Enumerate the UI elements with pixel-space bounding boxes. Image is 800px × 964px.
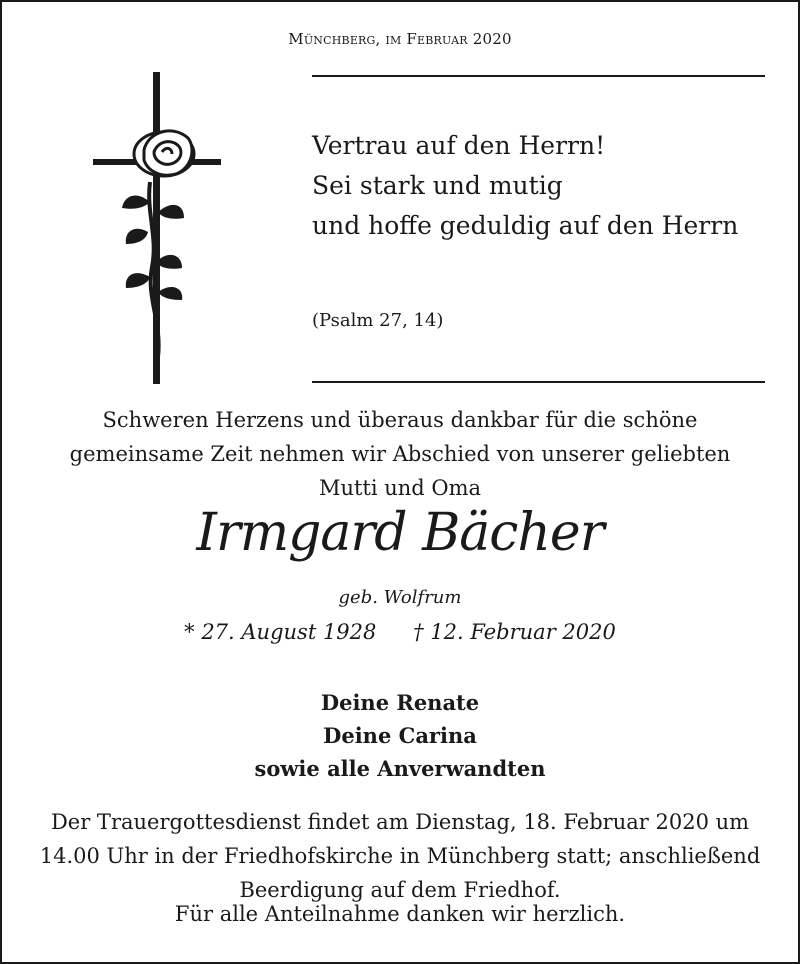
mourner: Deine Carina (323, 723, 477, 748)
maiden-name: geb. Wolfrum (338, 587, 462, 608)
mourner: sowie alle Anverwandten (254, 756, 546, 781)
deceased-name: Irmgard Bächer (196, 503, 604, 563)
mourner: Deine Renate (320, 690, 480, 715)
cross-with-rose-icon (88, 72, 228, 390)
bible-verse (312, 126, 738, 246)
service-line: Der Trauergottesdienst findet am Dienstag, 18. Februar 2020 um (50, 810, 750, 834)
bottom-rule (312, 381, 765, 383)
intro-line: Schweren Herzens und überaus dankbar für die schöne (102, 408, 698, 432)
top-rule (312, 75, 765, 77)
intro-text (0, 403, 800, 505)
life-dates (0, 620, 800, 644)
service-info (0, 805, 800, 907)
birth-date: * 27. August 1928 (184, 620, 377, 644)
service-line: Beerdigung auf dem Friedhof. (239, 878, 561, 902)
death-date: † 12. Februar 2020 (413, 620, 616, 644)
verse-line: Vertrau auf den Herrn! (312, 131, 606, 160)
verse-line: Sei stark und mutig (312, 171, 563, 200)
mourners-list (0, 686, 800, 785)
place-date-header: Münchberg, im Februar 2020 (288, 30, 512, 48)
intro-line: gemeinsame Zeit nehmen wir Abschied von unserer geliebten (69, 442, 731, 466)
thanks-line: Für alle Anteilnahme danken wir herzlich. (174, 902, 626, 926)
intro-line: Mutti und Oma (318, 476, 482, 500)
verse-source: (Psalm 27, 14) (312, 310, 444, 331)
service-line: 14.00 Uhr in der Friedhofskirche in Münchberg statt; anschließend (39, 844, 761, 868)
verse-line: und hoffe geduldig auf den Herrn (312, 211, 739, 240)
